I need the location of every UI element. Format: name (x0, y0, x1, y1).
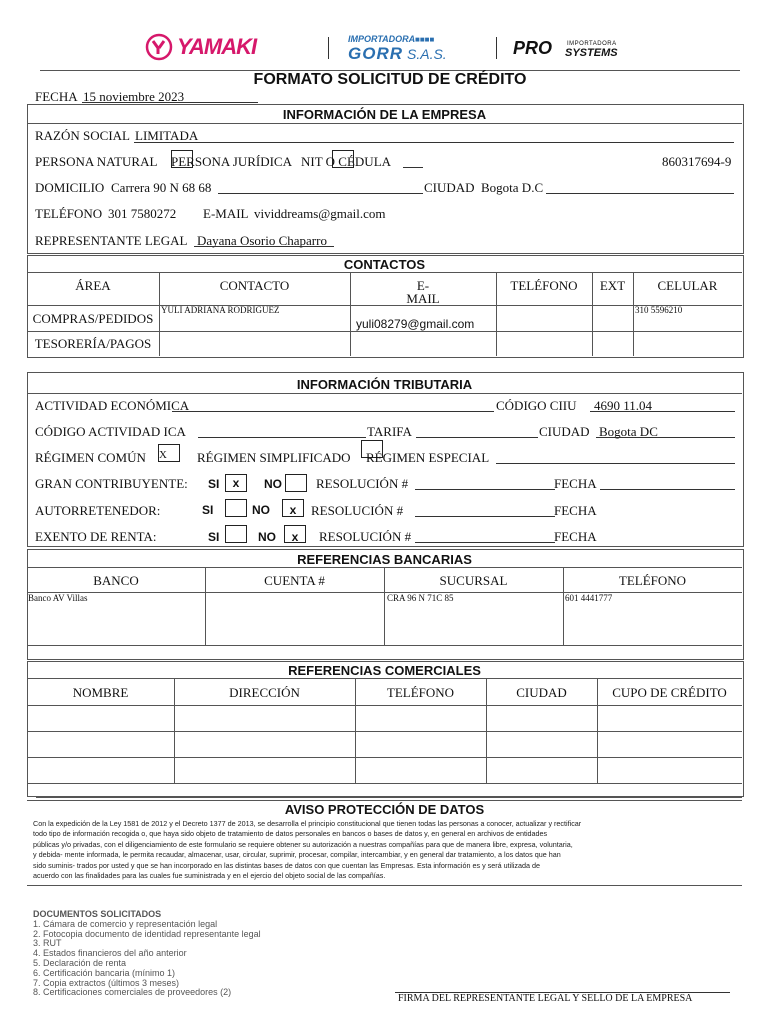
comerciales-section (27, 661, 744, 797)
autorret-no-mark: x (289, 503, 297, 517)
gorr-sas: S.A.S. (407, 46, 447, 62)
exento-si-checkbox[interactable] (225, 525, 247, 543)
persona-juridica-label: PERSONA JURÍDICA (171, 154, 292, 169)
regimen-comun-label: RÉGIMEN COMÚN (35, 450, 146, 465)
contactos-col-ext: EXT (599, 278, 626, 293)
comerciales-col-cupo: CUPO DE CRÉDITO (612, 685, 727, 700)
regimen-comun-checkbox[interactable] (158, 444, 180, 462)
documento-item: 5. Declaración de renta (33, 957, 127, 968)
gorr-top-text: IMPORTADORA (348, 34, 416, 44)
rep-legal-value[interactable]: Dayana Osorio Chaparro (197, 233, 327, 248)
gran-resolucion-label: RESOLUCIÓN # (316, 476, 409, 491)
autorret-resolucion-field[interactable] (415, 516, 555, 517)
yamaki-logo (145, 33, 295, 61)
regimen-especial-field[interactable] (496, 463, 735, 464)
telefono-label: TELÉFONO (35, 206, 103, 221)
autorretenedor-label: AUTORRETENEDOR: (35, 503, 161, 518)
exento-no-mark: x (291, 530, 299, 544)
comerciales-rule-3 (27, 731, 742, 732)
autorret-fecha-label: FECHA (554, 503, 597, 518)
pro-top-text: IMPORTADORA (567, 41, 617, 47)
actividad-field[interactable] (172, 411, 494, 412)
aviso-header: AVISO PROTECCIÓN DE DATOS (284, 802, 485, 817)
comerciales-col-telefono: TELÉFONO (386, 685, 455, 700)
gran-si-label: SI (208, 477, 220, 491)
domicilio-label: DOMICILIO (35, 180, 105, 195)
documento-item: 3. RUT (33, 938, 62, 949)
logo-divider (328, 37, 329, 59)
comerciales-col-direccion: DIRECCIÓN (229, 685, 300, 700)
bancarias-header: REFERENCIAS BANCARIAS (297, 552, 472, 567)
pro-text: PRO (513, 38, 553, 58)
documento-item: 8. Certificaciones comerciales de proveedores (2) (33, 987, 232, 998)
contactos-col-telefono: TELÉFONO (510, 278, 578, 293)
firma-label: FIRMA DEL REPRESENTANTE LEGAL Y SELLO DE LA EMPRESA (398, 993, 693, 1004)
contactos-row1-area[interactable]: COMPRAS/PEDIDOS (32, 311, 154, 326)
empresa-section (27, 104, 744, 254)
autorret-si-label: SI (202, 503, 214, 517)
gorr-boxes-icon: ■■■■ (415, 35, 435, 44)
gran-si-checkbox[interactable] (225, 474, 247, 492)
gran-no-label: NO (264, 477, 282, 491)
regimen-simplificado-label: RÉGIMEN SIMPLIFICADO (197, 450, 351, 465)
comerciales-rule-4 (27, 757, 742, 758)
gran-no-checkbox[interactable] (285, 474, 307, 492)
contactos-row1-email[interactable]: yuli08279@gmail.com (356, 317, 475, 331)
aviso-line: acuerdo con las finalidades para las cuales fue suministrada y en el ejercio del objeto social de las compañías. (33, 871, 386, 881)
documento-item: 1. Cámara de comercio y representación legal (33, 918, 218, 929)
bancarias-row1-banco[interactable]: Banco AV Villas (28, 593, 88, 603)
ciiu-value[interactable]: 4690 11.04 (594, 398, 653, 413)
comerciales-header: REFERENCIAS COMERCIALES (288, 663, 481, 678)
razon-social-value[interactable]: LIMITADA (135, 128, 199, 143)
ciudad-field[interactable] (546, 193, 734, 194)
trib-ciudad-field[interactable] (596, 437, 735, 438)
fecha-label: FECHA (35, 89, 78, 104)
exento-si-label: SI (208, 530, 220, 544)
exento-resolucion-label: RESOLUCIÓN # (319, 529, 412, 544)
gran-resolucion-field[interactable] (415, 489, 555, 490)
contactos-row1-celular[interactable]: 310 5596210 (635, 305, 683, 315)
ciiu-field[interactable] (590, 411, 735, 412)
bancarias-col-cuenta: CUENTA # (264, 573, 325, 588)
autorret-no-label: NO (252, 503, 270, 517)
ciiu-label: CÓDIGO CIIU (496, 398, 577, 413)
documento-item: 4. Estados financieros del año anterior (33, 948, 187, 959)
pro-sub-text: SYSTEMS (565, 47, 618, 59)
gorr-name: GORR (348, 44, 403, 63)
documentos-header: DOCUMENTOS SOLICITADOS (33, 909, 162, 919)
autorret-no-checkbox[interactable] (282, 499, 304, 517)
domicilio-value[interactable]: Carrera 90 N 68 68 (111, 180, 212, 195)
comerciales-col-ciudad: CIUDAD (516, 685, 567, 700)
ica-label: CÓDIGO ACTIVIDAD ICA (35, 424, 186, 439)
exento-fecha-label: FECHA (554, 529, 597, 544)
aviso-line: y debida- mente informada, le permita recaudar, almacenar, usar, circular, suprimir, procesar, compilar, intercambiar, y en general dar tratamiento, a los datos que han (33, 850, 561, 860)
bancarias-col-banco: BANCO (93, 573, 139, 588)
aviso-line: todo tipo de información recogida o, que haya sido objeto de tratamiento de datos personales en bancos o bases de datos y, en general en archivos de entidades (33, 829, 548, 839)
domicilio-field[interactable] (218, 193, 423, 194)
gran-fecha-field[interactable] (600, 489, 735, 490)
regimen-comun-mark: X (159, 449, 167, 461)
documentos-list (33, 910, 363, 998)
contactos-col-celular: CELULAR (657, 278, 718, 293)
documento-item: 2. Fotocopia documento de identidad representante legal (33, 928, 261, 939)
razon-social-label: RAZÓN SOCIAL (35, 128, 130, 143)
empresa-header: INFORMACIÓN DE LA EMPRESA (282, 107, 487, 122)
telefono-value[interactable]: 301 7580272 (108, 206, 177, 221)
bancarias-row1-telefono[interactable]: 601 4441777 (565, 593, 613, 603)
tributaria-header: INFORMACIÓN TRIBUTARIA (296, 377, 473, 392)
nit-field[interactable] (403, 167, 423, 168)
aviso-line: sido suminis- trados por usted y que se han incorporado en las distintas bases de datos con que cuentan las Empresas. Esta información es y será utilizada de (33, 860, 541, 870)
aviso-text (33, 819, 745, 881)
ciudad-value[interactable]: Bogota D.C (481, 180, 544, 195)
gorr-logo (345, 34, 460, 64)
gran-si-mark: x (232, 476, 240, 490)
actividad-label: ACTIVIDAD ECONÓMICA (35, 398, 190, 413)
yamaki-emblem-icon (145, 33, 173, 61)
exento-no-label: NO (258, 530, 276, 544)
comerciales-rule-1 (27, 678, 742, 679)
tributaria-header-rule (27, 393, 742, 394)
contactos-col-email-2: MAIL (406, 291, 440, 306)
rep-legal-field[interactable] (194, 246, 334, 247)
fecha-underline (82, 102, 258, 103)
tarifa-field[interactable] (416, 437, 538, 438)
email-label: E-MAIL (203, 206, 249, 221)
contactos-header: CONTACTOS (343, 257, 426, 272)
aviso-top-rule (36, 797, 742, 798)
trib-ciudad-value[interactable]: Bogota DC (599, 424, 658, 439)
regimen-especial-label: RÉGIMEN ESPECIAL (366, 450, 490, 465)
contactos-col-email-1: E- (416, 278, 430, 293)
nit-label: NIT O CÉDULA (301, 154, 392, 169)
nit-value[interactable]: 860317694-9 (662, 154, 732, 169)
fecha-value: 15 noviembre 2023 (83, 89, 185, 104)
form-title: FORMATO SOLICITUD DE CRÉDITO (253, 71, 527, 88)
logo-divider-2 (496, 37, 497, 59)
gran-contribuyente-label: GRAN CONTRIBUYENTE: (35, 476, 188, 491)
yamaki-wordmark: YAMAKI (177, 34, 257, 59)
bancarias-rule-3 (27, 645, 742, 646)
trib-ciudad-label: CIUDAD (539, 424, 590, 439)
autorret-resolucion-label: RESOLUCIÓN # (311, 503, 404, 518)
tarifa-label: TARIFA (367, 424, 412, 439)
comerciales-rule-2 (27, 705, 742, 706)
contactos-row2-area[interactable]: TESORERÍA/PAGOS (34, 336, 152, 351)
bancarias-row1-sucursal[interactable]: CRA 96 N 71C 85 (387, 593, 454, 603)
email-value[interactable]: vividdreams@gmail.com (254, 206, 386, 221)
exento-resolucion-field[interactable] (415, 542, 555, 543)
contactos-col-area: ÁREA (75, 278, 111, 293)
ciudad-label: CIUDAD (424, 180, 475, 195)
contactos-rule-1 (27, 272, 742, 273)
aviso-line: Con la expedición de la Ley 1581 de 2012 y el Decreto 1377 de 2013, se desarrolla el principio constitucional que tienen todas las personas a conocer, actualizar y rectificar (33, 819, 582, 828)
bancarias-col-sucursal: SUCURSAL (439, 573, 508, 588)
comerciales-rule-5 (27, 783, 742, 784)
comerciales-col-nombre: NOMBRE (72, 685, 129, 700)
razon-social-field[interactable] (134, 142, 734, 143)
pro-systems-logo (513, 38, 628, 62)
contactos-col-contacto: CONTACTO (219, 278, 290, 293)
documento-item: 7. Copia extractos (últimos 3 meses) (33, 977, 180, 988)
bancarias-col-telefono: TELÉFONO (618, 573, 687, 588)
rep-legal-label: REPRESENTANTE LEGAL (35, 233, 188, 248)
persona-natural-label: PERSONA NATURAL (35, 154, 158, 169)
ica-field[interactable] (198, 437, 366, 438)
contactos-rule-3 (27, 331, 742, 332)
autorret-si-checkbox[interactable] (225, 499, 247, 517)
gran-fecha-label: FECHA (554, 476, 597, 491)
empresa-header-rule (27, 123, 742, 124)
aviso-line: públicas y/o privadas, con el diligenciamiento de este formulario se requiere obtener su autorización a nuestras compañías para que de manera libre, expresa, voluntaria, (33, 839, 573, 849)
documento-item: 6. Certificación bancaria (mínimo 1) (33, 967, 176, 978)
exento-no-checkbox[interactable] (284, 525, 306, 543)
exento-renta-label: EXENTO DE RENTA: (35, 529, 157, 544)
contactos-row1-contacto[interactable]: YULI ADRIANA RODRIGUEZ (161, 305, 280, 315)
